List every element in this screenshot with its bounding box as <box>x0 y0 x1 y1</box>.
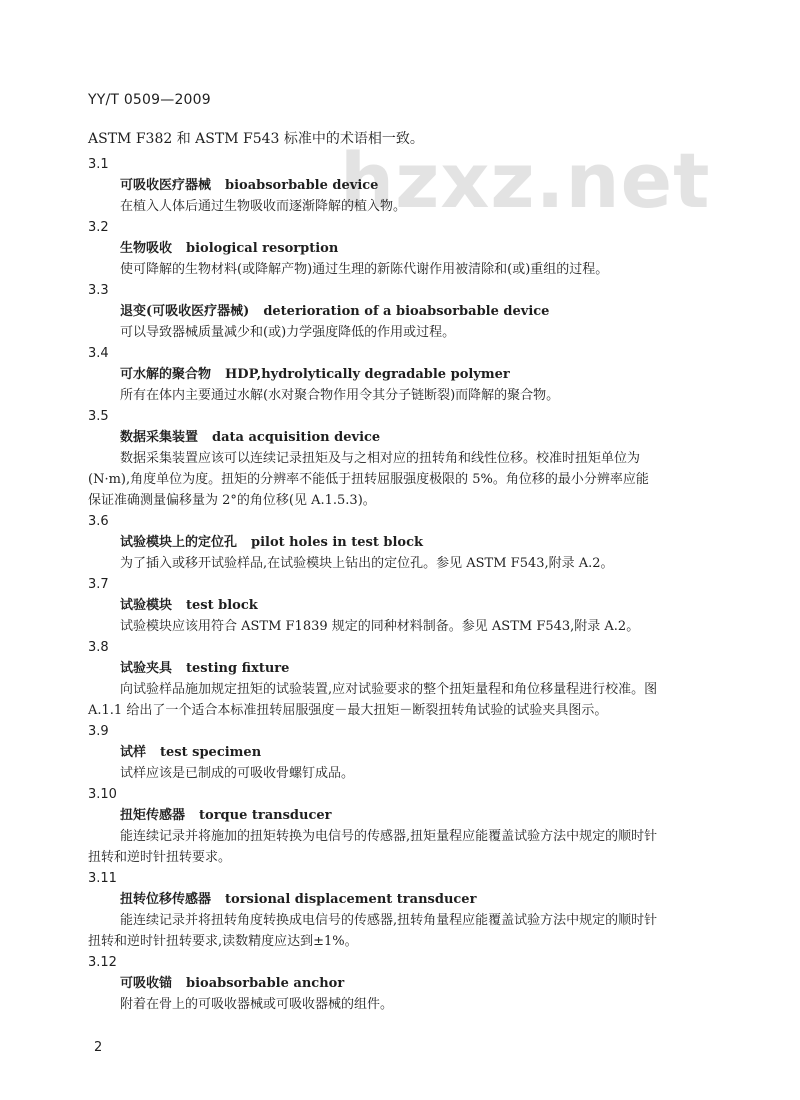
definition-section <box>88 154 728 217</box>
definition-text: 保证准确测量偏移量为 2°的角位移(见 A.1.5.3)。 <box>88 493 376 508</box>
term-english: biological resorption <box>186 241 339 256</box>
term-heading <box>88 658 728 679</box>
term-heading <box>88 889 728 910</box>
term-heading <box>88 238 728 259</box>
definition-text: 试验模块应该用符合 ASTM F1839 规定的同种材料制备。参见 ASTM F543,附录 A.2。 <box>120 619 640 634</box>
term-english: pilot holes in test block <box>251 535 424 550</box>
definition-section <box>88 511 728 574</box>
term-chinese: 退变(可吸收医疗器械) <box>120 304 250 319</box>
definition-text: 使可降解的生物材料(或降解产物)通过生理的新陈代谢作用被清除和(或)重组的过程。 <box>120 262 609 277</box>
term-chinese: 试验模块上的定位孔 <box>120 535 238 550</box>
term-chinese: 扭矩传感器 <box>120 808 186 823</box>
section-number: 3.8 <box>88 640 109 655</box>
definition-section <box>88 721 728 784</box>
definition-section <box>88 217 728 280</box>
section-number: 3.4 <box>88 346 109 361</box>
term-heading <box>88 805 728 826</box>
section-number: 3.3 <box>88 283 109 298</box>
definition-text: 向试验样品施加规定扭矩的试验装置,应对试验要求的整个扭矩量程和角位移量程进行校准。图 <box>120 682 658 697</box>
definition-text: (N·m),角度单位为度。扭矩的分辨率不能低于扭转屈服强度极限的 5%。角位移的最小分辨率应能 <box>88 472 649 487</box>
term-english: data acquisition device <box>212 430 381 445</box>
term-chinese: 扭转位移传感器 <box>120 892 212 907</box>
definitions-list <box>88 154 728 1015</box>
term-english: bioabsorbable device <box>225 178 379 193</box>
definition-text: 能连续记录并将施加的扭矩转换为电信号的传感器,扭矩量程应能覆盖试验方法中规定的顺时针 <box>120 829 658 844</box>
definition-section <box>88 952 728 1015</box>
definition-text: 扭转和逆时针扭转要求,读数精度应达到±1%。 <box>88 934 358 949</box>
term-chinese: 试验模块 <box>120 598 173 613</box>
term-english: test specimen <box>160 745 262 760</box>
definition-section <box>88 280 728 343</box>
definition-text: 附着在骨上的可吸收器械或可吸收器械的组件。 <box>120 997 394 1012</box>
section-number: 3.5 <box>88 409 109 424</box>
term-chinese: 数据采集装置 <box>120 430 199 445</box>
term-english: deterioration of a bioabsorbable device <box>263 304 550 319</box>
definition-text: 能连续记录并将扭转角度转换成电信号的传感器,扭转角量程应能覆盖试验方法中规定的顺时针 <box>120 913 658 928</box>
definition-section <box>88 868 728 952</box>
watermark: hzxz.net <box>340 136 711 225</box>
term-heading <box>88 175 728 196</box>
section-number: 3.12 <box>88 955 117 970</box>
term-heading <box>88 364 728 385</box>
section-number: 3.1 <box>88 157 109 172</box>
page-number: 2 <box>94 1040 103 1055</box>
term-english: bioabsorbable anchor <box>186 976 345 991</box>
term-chinese: 试验夹具 <box>120 661 173 676</box>
section-number: 3.6 <box>88 514 109 529</box>
term-english: HDP,hydrolytically degradable polymer <box>225 367 510 382</box>
term-heading <box>88 973 728 994</box>
term-heading <box>88 742 728 763</box>
definition-text: 试样应该是已制成的可吸收骨螺钉成品。 <box>120 766 355 781</box>
term-english: torsional displacement transducer <box>225 892 477 907</box>
section-number: 3.10 <box>88 787 117 802</box>
definition-text: 数据采集装置应该可以连续记录扭矩及与之相对应的扭转角和线性位移。校准时扭矩单位为 <box>120 451 641 466</box>
term-heading <box>88 595 728 616</box>
definition-text: 所有在体内主要通过水解(水对聚合物作用令其分子链断裂)而降解的聚合物。 <box>120 388 560 403</box>
definition-section <box>88 574 728 637</box>
term-english: test block <box>186 598 258 613</box>
definition-text: 扭转和逆时针扭转要求。 <box>88 850 232 865</box>
term-chinese: 可吸收医疗器械 <box>120 178 212 193</box>
definition-section <box>88 343 728 406</box>
definition-text: A.1.1 给出了一个适合本标准扭转屈服强度－最大扭矩－断裂扭转角试验的试验夹具图示。 <box>88 703 608 718</box>
section-number: 3.9 <box>88 724 109 739</box>
definition-section <box>88 406 728 511</box>
section-number: 3.7 <box>88 577 109 592</box>
term-heading <box>88 301 728 322</box>
term-english: torque transducer <box>199 808 332 823</box>
standard-header: YY/T 0509—2009 <box>88 92 211 108</box>
definition-text: 可以导致器械质量减少和(或)力学强度降低的作用或过程。 <box>120 325 456 340</box>
definition-text: 为了插入或移开试验样品,在试验模块上钻出的定位孔。参见 ASTM F543,附录 A.2。 <box>120 556 614 571</box>
definition-text: 在植入人体后通过生物吸收而逐渐降解的植入物。 <box>120 199 407 214</box>
term-chinese: 生物吸收 <box>120 241 173 256</box>
term-english: testing fixture <box>186 661 290 676</box>
term-chinese: 可吸收锚 <box>120 976 173 991</box>
term-chinese: 试样 <box>120 745 147 760</box>
intro-line: ASTM F382 和 ASTM F543 标准中的术语相一致。 <box>88 131 424 147</box>
section-number: 3.11 <box>88 871 117 886</box>
term-chinese: 可水解的聚合物 <box>120 367 212 382</box>
term-heading <box>88 427 728 448</box>
term-heading <box>88 532 728 553</box>
definition-section <box>88 637 728 721</box>
section-number: 3.2 <box>88 220 109 235</box>
definition-section <box>88 784 728 868</box>
